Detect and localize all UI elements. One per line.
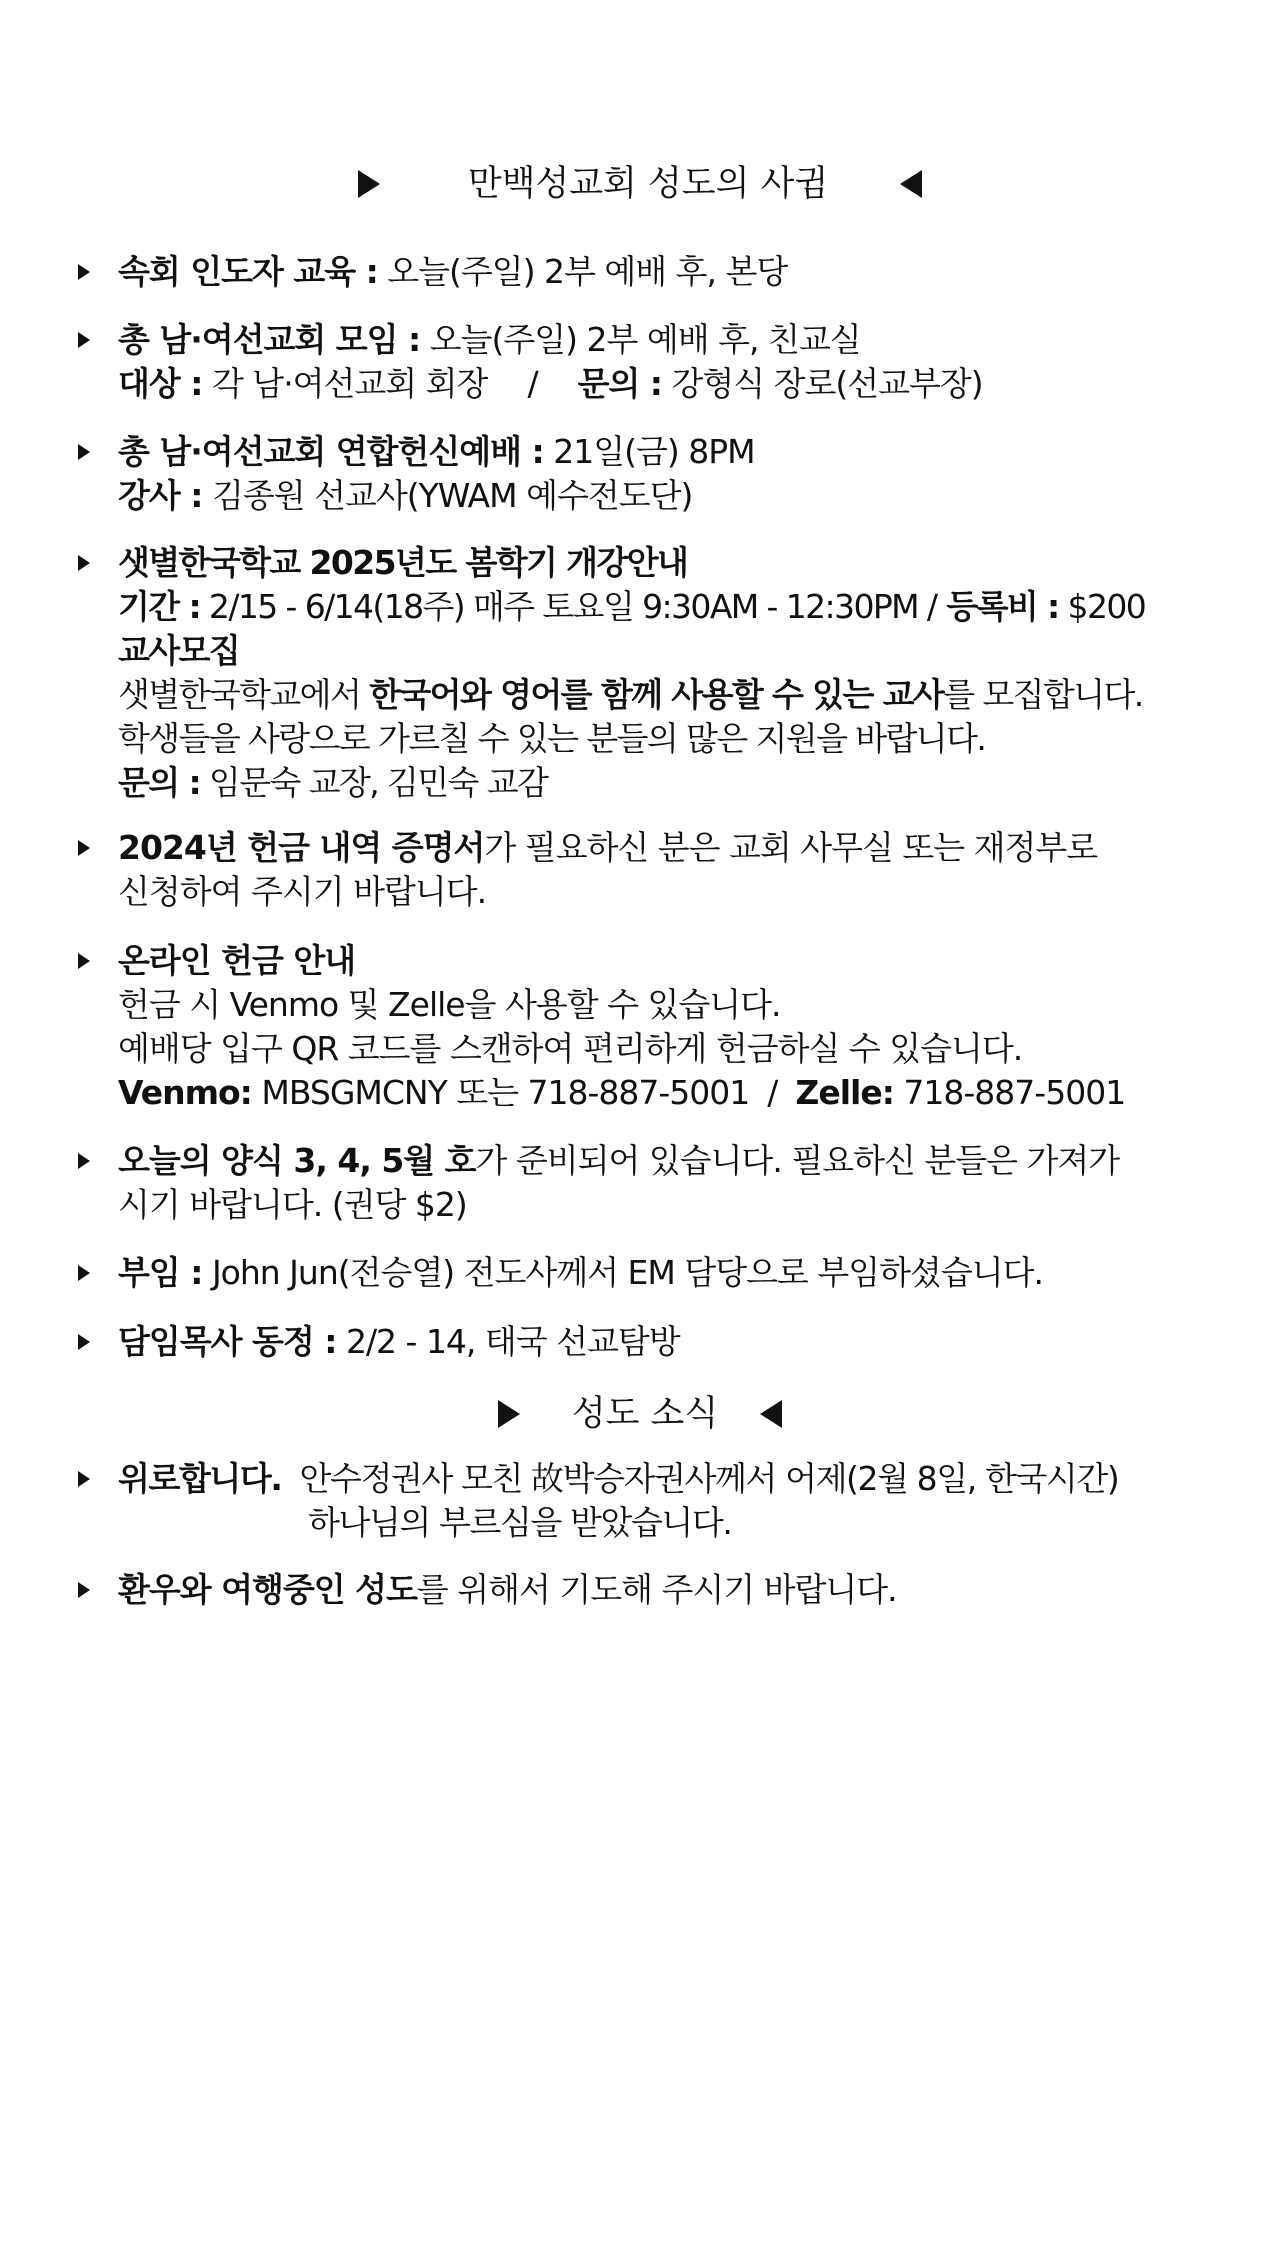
item-text: 718-887-5001 [893,1073,1126,1112]
item-label: 강사 : [118,476,203,515]
item-text: 가 필요하신 분은 교회 사무실 또는 재정부로 [484,828,1098,867]
bullet-icon [78,444,90,460]
item-text: 하나님의 부르심을 받았습니다. [308,1503,732,1542]
bullet-icon [78,953,90,969]
separator: / [527,364,538,403]
item-label: 위로합니다. [118,1459,282,1498]
bullet-icon [78,332,90,348]
item-text: MBSGMCNY 또는 718-887-5001 [251,1073,750,1112]
item-text: 를 위해서 기도해 주시기 바랍니다. [416,1570,897,1609]
bullet-icon [78,1153,90,1169]
item-label: 문의 : [118,763,201,802]
item-label: 등록비 : [936,587,1059,626]
item-label: 총 남·여선교회 모임 : [118,320,421,359]
item-text: 예배당 입구 QR 코드를 스캔하여 편리하게 헌금하실 수 있습니다. [118,1029,1023,1068]
bullet-icon [78,555,90,571]
bullet-icon [78,1582,90,1598]
item-text: 각 남·여선교회 회장 [202,364,488,403]
item-text: 오늘(주일) 2부 예배 후, 친교실 [420,320,861,359]
bullet-icon [78,264,90,280]
item-label: 2024년 헌금 내역 증명서 [118,828,485,867]
item-text: 2/2 - 14, 태국 선교탐방 [336,1322,680,1361]
item-text: 김종원 선교사(YWAM 예수전도단) [202,476,693,515]
item-text: $200 [1058,587,1146,626]
item-text: 시기 바랍니다. (권당 $2) [118,1185,467,1224]
item-text: 가 준비되어 있습니다. 필요하신 분들은 가져가 [475,1141,1120,1180]
triangle-right-icon [358,170,380,198]
section-title-text: 만백성교회 성도의 사귐 [467,164,829,204]
separator: / [767,1073,778,1112]
item-label: 담임목사 동정 : [118,1322,337,1361]
item-text: 신청하여 주시기 바랍니다. [118,872,487,911]
item-text: 샛별한국학교에서 [118,675,370,714]
item-label: Venmo: [118,1073,252,1112]
section-title-fellowship [0,162,1280,206]
item-text: 를 모집합니다. [943,675,1143,714]
item-text: 21일(금) 8PM [543,432,755,471]
item-label: 교사모집 [118,631,240,670]
item-text: 강형식 장로(선교부장) [662,364,983,403]
bullet-icon [78,1334,90,1350]
item-text: 오늘(주일) 2부 예배 후, 본당 [377,252,788,291]
section-title-text: 성도 소식 [571,1394,719,1434]
item-text: 2/15 - 6/14(18주) 매주 토요일 9:30AM - 12:30PM / [200,587,937,626]
item-label: 대상 : [118,364,203,403]
item-label: 온라인 헌금 안내 [118,941,356,980]
item-text: 임문숙 교장, 김민숙 교감 [200,763,548,802]
triangle-right-icon [498,1400,520,1428]
section-title-news [0,1392,1280,1436]
item-label: 부임 : [118,1253,203,1292]
item-label: 기간 : [118,587,201,626]
item-label: 환우와 여행중인 성도 [118,1570,417,1609]
triangle-left-icon [900,170,922,198]
item-text: 학생들을 사랑으로 가르칠 수 있는 분들의 많은 지원을 바랍니다. [118,719,986,758]
bullet-icon [78,1265,90,1281]
item-text: 안수정권사 모친 故박승자권사께서 어제(2월 8일, 한국시간) [299,1459,1119,1498]
item-label: 샛별한국학교 2025년도 봄학기 개강안내 [118,543,688,582]
bullet-icon [78,840,90,856]
triangle-left-icon [760,1400,782,1428]
item-label: 문의 : [577,364,663,403]
item-label: 속회 인도자 교육 : [118,252,378,291]
item-label: Zelle: [795,1073,894,1112]
item-label: 총 남·여선교회 연합헌신예배 : [118,432,544,471]
item-text: John Jun(전승열) 전도사께서 EM 담당으로 부임하셨습니다. [202,1253,1043,1292]
item-label: 오늘의 양식 3, 4, 5월 호 [118,1141,476,1180]
item-text: 헌금 시 Venmo 및 Zelle을 사용할 수 있습니다. [118,985,781,1024]
bullet-icon [78,1471,90,1487]
item-label: 한국어와 영어를 함께 사용할 수 있는 교사 [369,675,944,714]
